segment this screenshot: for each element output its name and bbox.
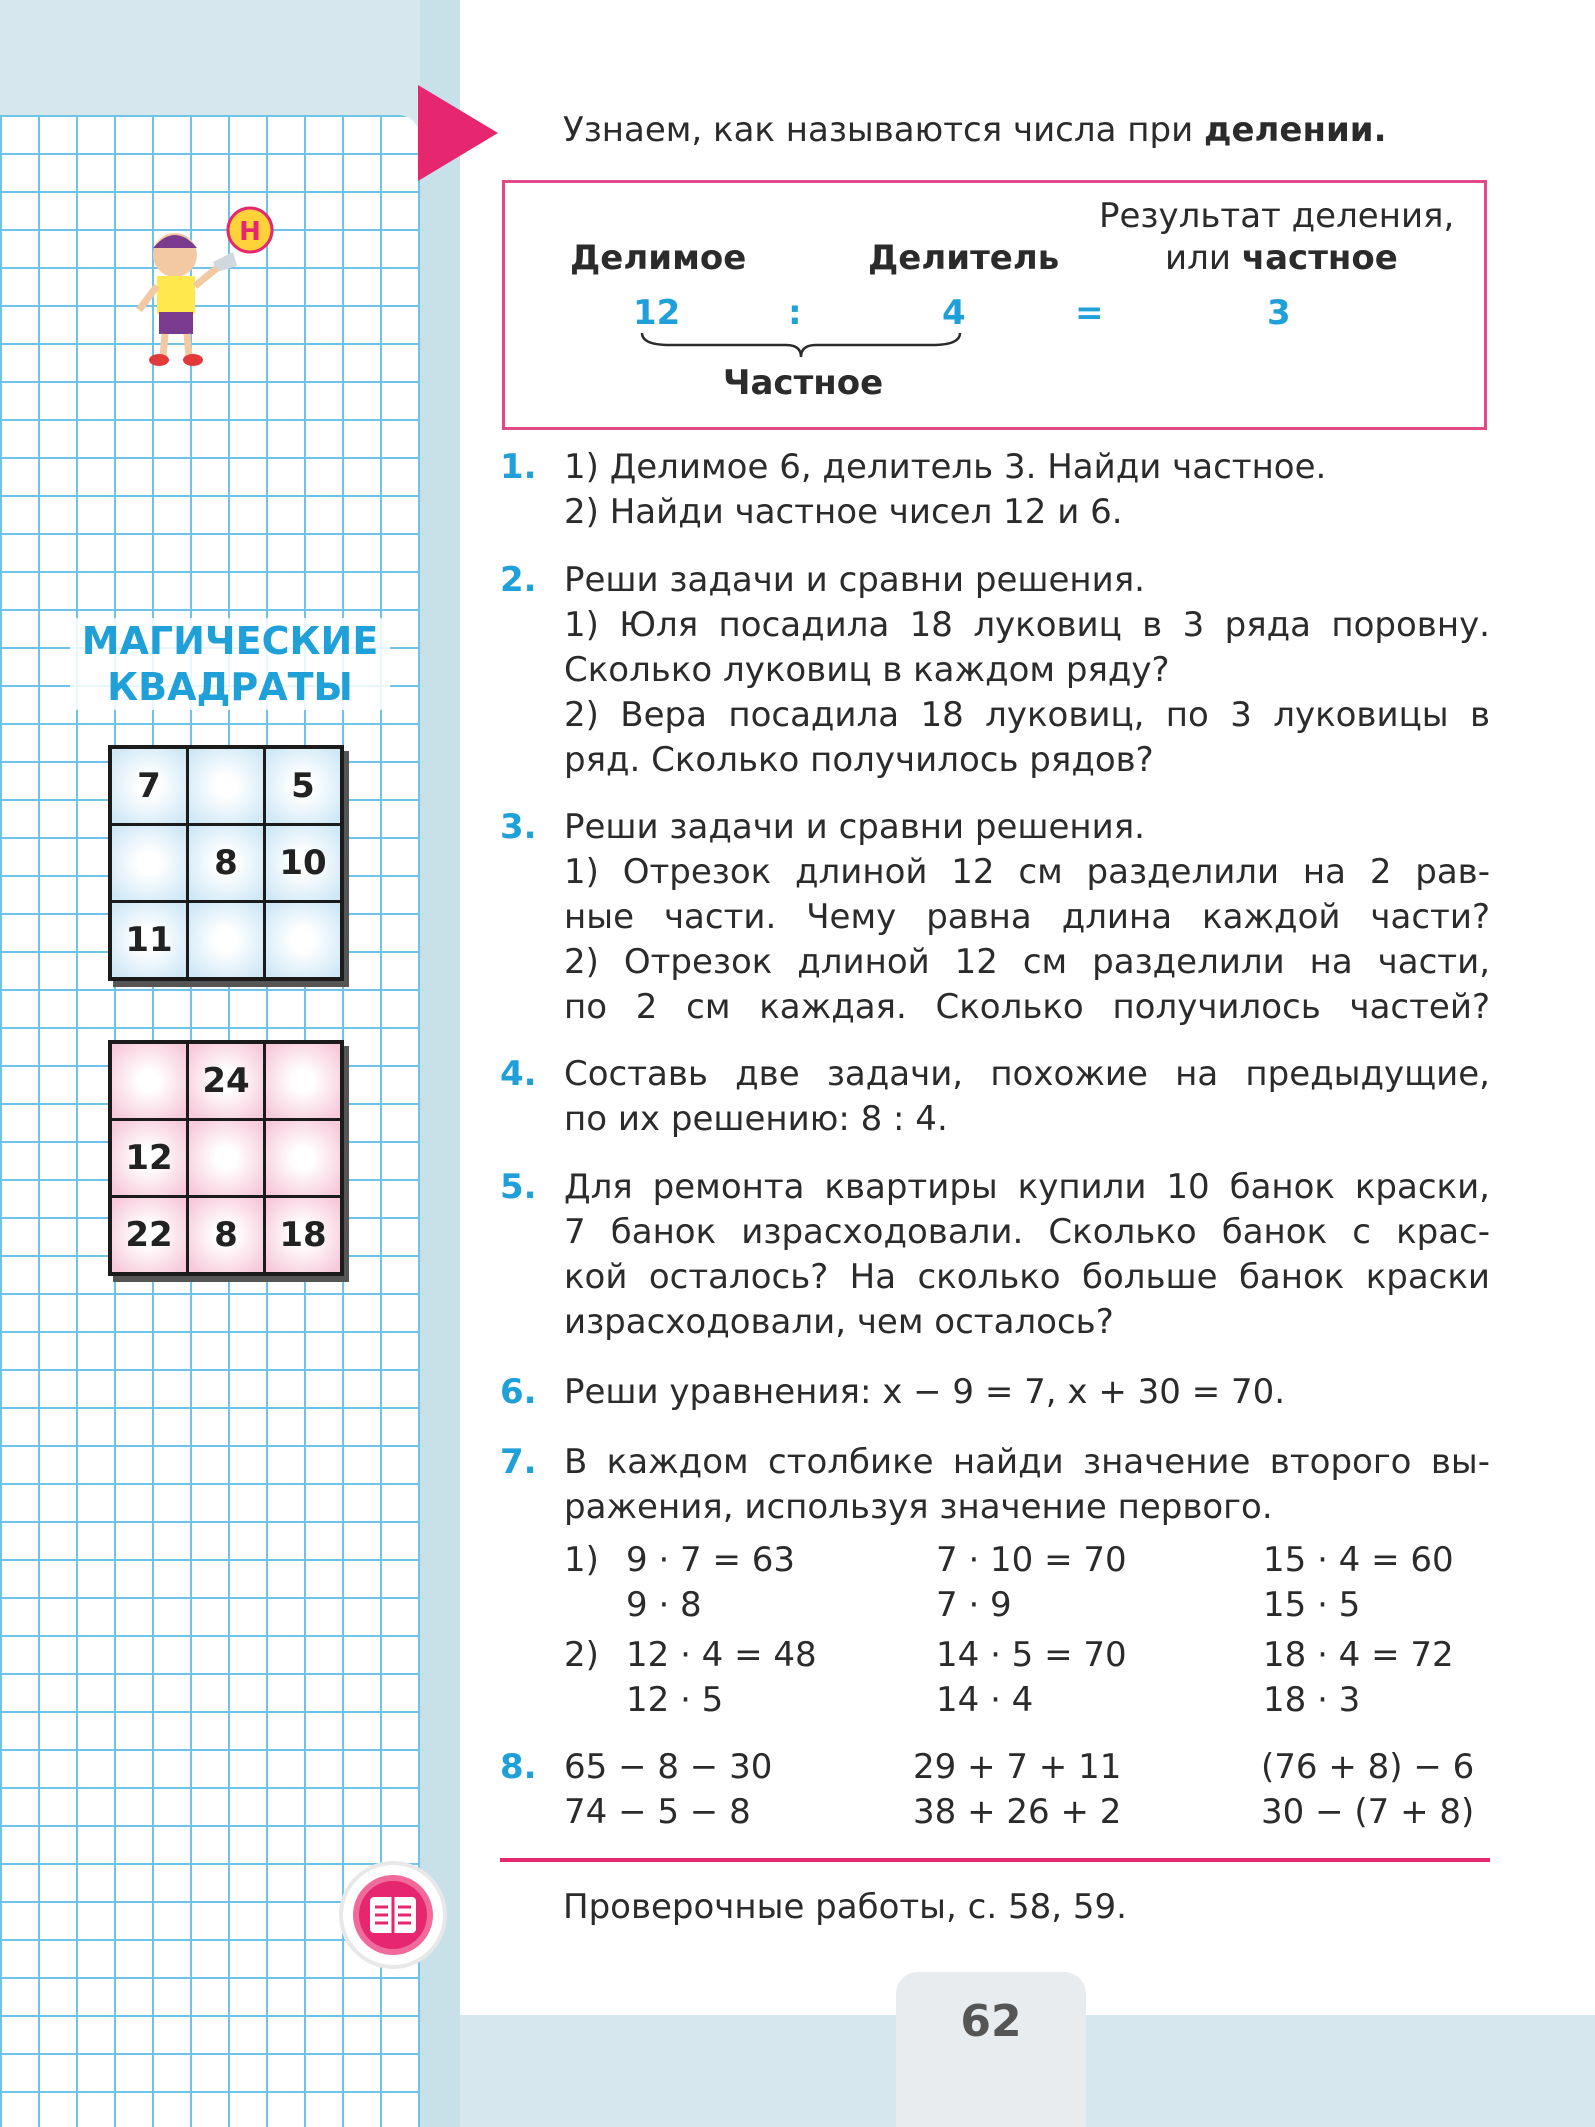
task-line: 1) Юля посадила 18 луковиц в 3 ряда поровну. [564, 605, 1490, 645]
divisor-label: Делитель [868, 238, 1060, 278]
task-line: Реши уравнения: x − 9 = 7, x + 30 = 70. [564, 1372, 1286, 1412]
task-number: 7. [500, 1442, 537, 1482]
result-label-line1: Результат деления, [1099, 196, 1455, 236]
intro-prefix: Узнаем, как называются числа при [563, 110, 1194, 150]
expression: 65 − 8 − 30 [564, 1747, 773, 1787]
magic-square-cell: 5 [266, 749, 340, 823]
brace-label: Частное [723, 363, 884, 403]
task-number: 8. [500, 1747, 537, 1787]
task-line: по их решению: 8 : 4. [564, 1099, 948, 1139]
expression: 14 · 5 = 70 [936, 1635, 1127, 1675]
task-line: Сколько луковиц в каждом ряду? [564, 650, 1170, 690]
magic-square-cell [189, 903, 263, 977]
result-label-quotient: частное [1241, 238, 1398, 278]
task-number: 6. [500, 1372, 537, 1412]
task-number: 5. [500, 1167, 537, 1207]
magic-squares-title-line1: МАГИЧЕСКИЕ [81, 619, 379, 663]
expression: 18 · 4 = 72 [1263, 1635, 1454, 1675]
division-definition-box [502, 180, 1487, 430]
task-line: 7 банок израсходовали. Сколько банок с крас- [564, 1212, 1490, 1252]
magic-square-cell [266, 1044, 340, 1118]
section-divider [500, 1858, 1490, 1862]
task-line: Для ремонта квартиры купили 10 банок краски, [564, 1167, 1490, 1207]
magic-square-cell: 12 [112, 1121, 186, 1195]
page-number: 62 [896, 1972, 1086, 2127]
magic-square-cell: 18 [266, 1198, 340, 1272]
task-line: 2) Найди частное чисел 12 и 6. [564, 492, 1123, 532]
divisor-value: 4 [942, 293, 966, 333]
intro-bold: делении. [1203, 110, 1387, 150]
workbook-icon [343, 1865, 443, 1965]
expression: 9 · 8 [626, 1585, 702, 1625]
magic-squares-title-line2: КВАДРАТЫ [107, 665, 353, 709]
task-line: 2) Отрезок длиной 12 см разделили на части, [564, 942, 1490, 982]
task-number: 3. [500, 807, 537, 847]
expression: 14 · 4 [936, 1680, 1034, 1720]
task-line: ные части. Чему равна длина каждой части? [564, 897, 1490, 937]
expression: 29 + 7 + 11 [913, 1747, 1122, 1787]
result-label-line2 [1165, 238, 1398, 278]
magic-square-cell [189, 1121, 263, 1195]
equals-sign: = [1075, 293, 1104, 333]
magic-square-cell [266, 903, 340, 977]
magic-square-cell [189, 749, 263, 823]
dividend-value: 12 [633, 293, 681, 333]
boy-with-megaphone-illustration [125, 200, 295, 370]
footer-note: Проверочные работы, с. 58, 59. [563, 1887, 1127, 1927]
task-number: 2. [500, 560, 537, 600]
task-line: Составь две задачи, похожие на предыдущие, [564, 1054, 1490, 1094]
task-number: 1. [500, 447, 537, 487]
task-line: ражения, используя значение первого. [564, 1487, 1273, 1527]
magic-square-cell [266, 1121, 340, 1195]
magic-square-cell: 8 [189, 1198, 263, 1272]
row-label: 1) [564, 1540, 599, 1580]
expression: 7 · 10 = 70 [936, 1540, 1127, 1580]
curly-brace-icon [640, 331, 962, 359]
expression: 7 · 9 [936, 1585, 1012, 1625]
expression: 15 · 4 = 60 [1263, 1540, 1454, 1580]
task-line: 2) Вера посадила 18 луковиц, по 3 луковицы в [564, 695, 1490, 735]
magic-square-1 [108, 745, 344, 981]
expression: 18 · 3 [1263, 1680, 1361, 1720]
expression: 38 + 26 + 2 [913, 1792, 1122, 1832]
intro-text [563, 108, 1387, 153]
expression: 30 − (7 + 8) [1261, 1792, 1475, 1832]
magic-square-cell [112, 1044, 186, 1118]
expression: (76 + 8) − 6 [1261, 1747, 1475, 1787]
task-line: Реши задачи и сравни решения. [564, 807, 1145, 847]
pointer-arrow-icon [418, 85, 498, 181]
result-label-or: или [1165, 238, 1231, 278]
row-label: 2) [564, 1635, 599, 1675]
task-line: 1) Делимое 6, делитель 3. Найди частное. [564, 447, 1327, 487]
division-sign: : [788, 293, 802, 333]
magic-square-cell: 10 [266, 826, 340, 900]
magic-square-cell: 22 [112, 1198, 186, 1272]
magic-square-cell: 7 [112, 749, 186, 823]
expression: 12 · 5 [626, 1680, 724, 1720]
magic-square-cell: 11 [112, 903, 186, 977]
task-line: по 2 см каждая. Сколько получилось частей? [564, 987, 1490, 1027]
task-line: израсходовали, чем осталось? [564, 1302, 1114, 1342]
expression: 9 · 7 = 63 [626, 1540, 796, 1580]
magic-square-cell [112, 826, 186, 900]
result-value: 3 [1267, 293, 1291, 333]
magic-squares-title [70, 618, 390, 710]
sidebar-gutter [420, 0, 460, 2127]
task-line: кой осталось? На сколько больше банок краски [564, 1257, 1490, 1297]
task-line: Реши задачи и сравни решения. [564, 560, 1145, 600]
expression: 15 · 5 [1263, 1585, 1361, 1625]
task-line: ряд. Сколько получилось рядов? [564, 740, 1154, 780]
task-line: В каждом столбике найди значение второго вы- [564, 1442, 1490, 1482]
badge-letter: Н [239, 217, 261, 247]
magic-square-cell: 24 [189, 1044, 263, 1118]
magic-square-2 [108, 1040, 344, 1276]
task-number: 4. [500, 1054, 537, 1094]
expression: 12 · 4 = 48 [626, 1635, 817, 1675]
magic-square-cell: 8 [189, 826, 263, 900]
expression: 74 − 5 − 8 [564, 1792, 751, 1832]
task-line: 1) Отрезок длиной 12 см разделили на 2 рав- [564, 852, 1490, 892]
dividend-label: Делимое [570, 238, 747, 278]
